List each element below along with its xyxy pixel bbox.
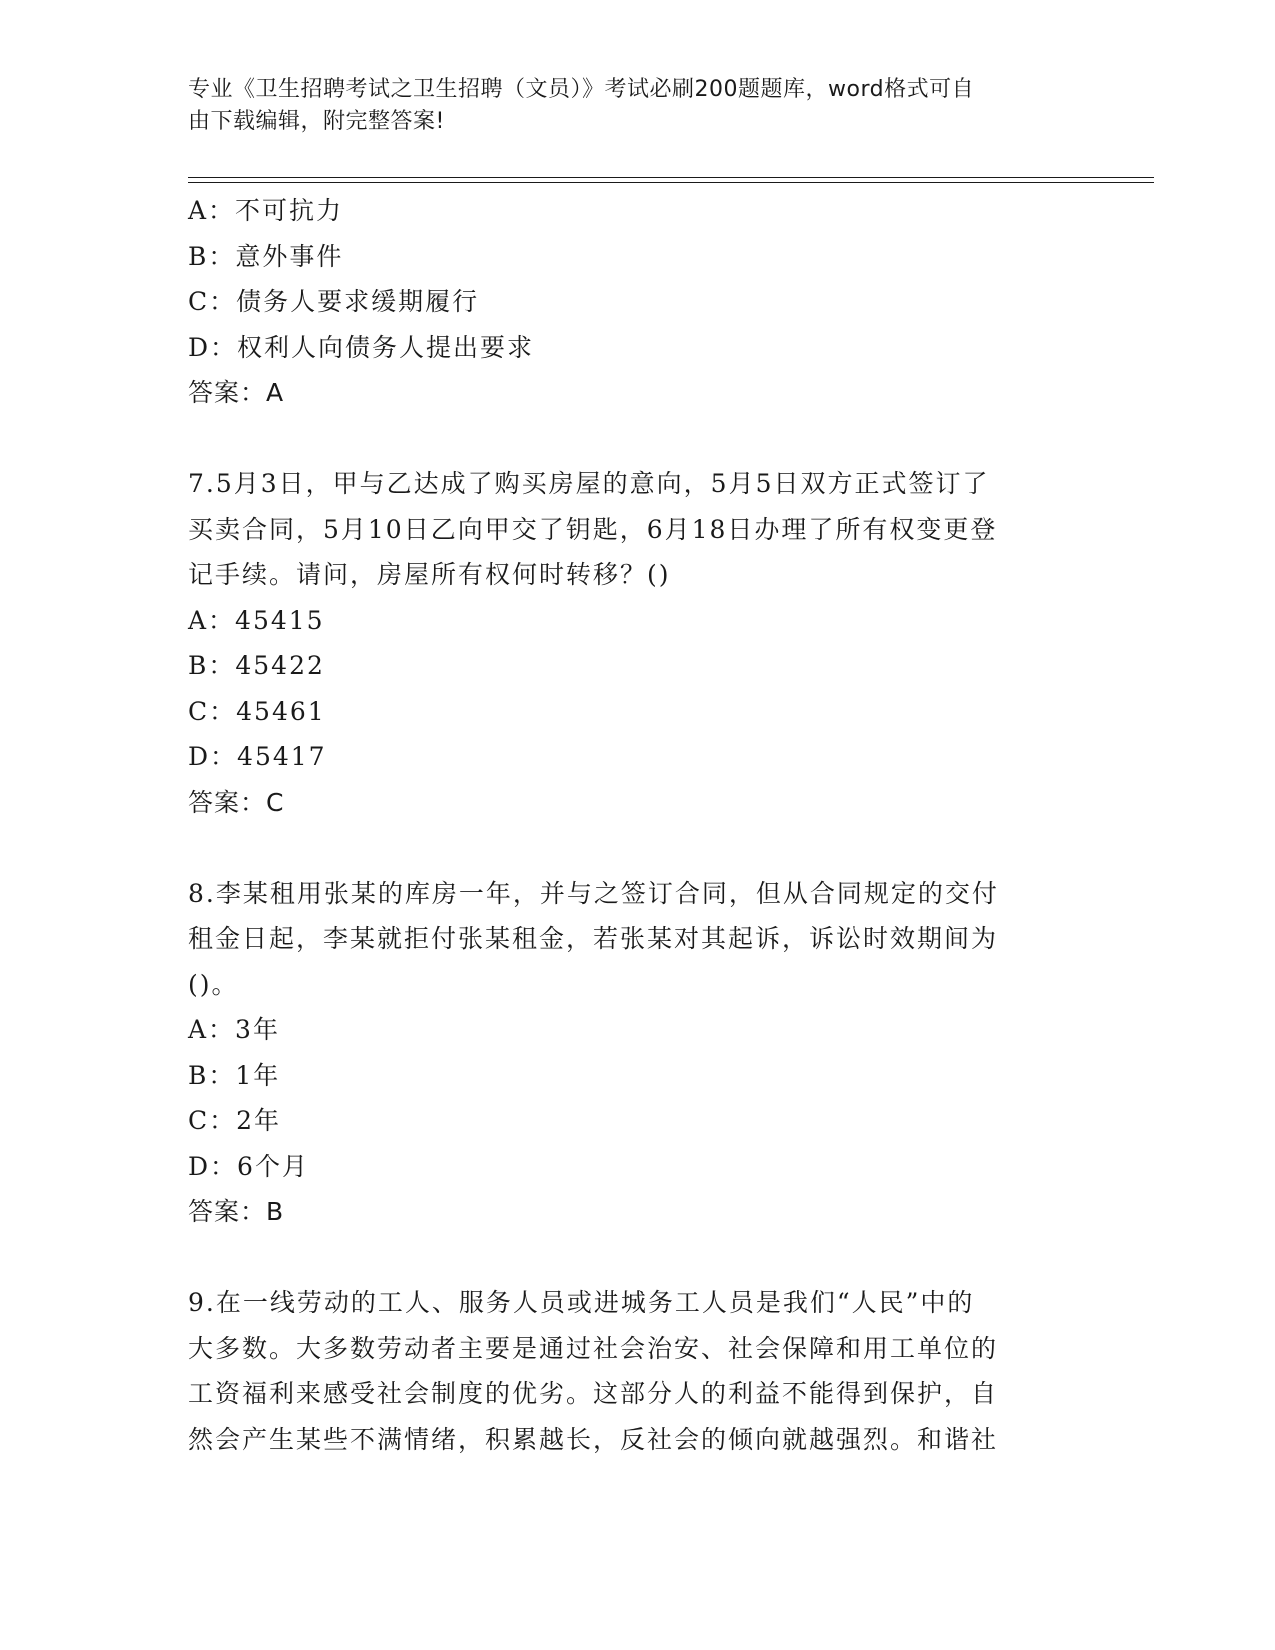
header-divider-bottom [188,182,1154,183]
option-a: A：不可抗力 [188,196,344,225]
option-c: C：45461 [188,696,326,726]
option-a: A：3年 [188,1015,280,1044]
option-a: A：45415 [188,605,325,635]
question-6 [188,188,1088,416]
option-b: B：1年 [188,1060,281,1090]
header-line-1: 专业《卫生招聘考试之卫生招聘（文员）》考试必刷200题题库，word格式可自 [188,77,975,102]
spacer [188,825,1088,871]
question-text-line: 买卖合同，5月10日乙向甲交了钥匙，6月18日办理了所有权变更登 [188,514,998,544]
spacer [188,1235,1088,1281]
option-d: D：权利人向债务人提出要求 [188,332,535,362]
question-text-line: 租金日起，李某就拒付张某租金，若张某对其起诉，诉讼时效期间为 [188,924,999,953]
header-divider-top [188,177,1154,178]
option-c: C：2年 [188,1106,282,1135]
header-line-2: 由下载编辑，附完整答案! [188,109,445,134]
question-list [188,188,1088,1462]
answer: 答案：C [188,787,285,817]
question-text-line: 9.在一线劳动的工人、服务人员或进城务工人员是我们“人民”中的 [188,1288,975,1317]
option-c: C：债务人要求缓期履行 [188,287,480,316]
option-d: D：6个月 [188,1151,309,1181]
question-text-line: 大多数。大多数劳动者主要是通过社会治安、社会保障和用工单位的 [188,1333,999,1363]
spacer [188,416,1088,462]
option-b: B：45422 [188,651,325,680]
question-text-line: 然会产生某些不满情绪，积累越长，反社会的倾向就越强烈。和谐社 [188,1424,999,1454]
question-text-line: 记手续。请问，房屋所有权何时转移？() [188,560,671,589]
option-d: D：45417 [188,742,327,771]
option-b: B：意外事件 [188,241,344,271]
answer: 答案：B [188,1197,285,1226]
question-text-line: 8.李某租用张某的库房一年，并与之签订合同，但从合同规定的交付 [188,878,999,908]
answer: 答案：A [188,378,285,407]
question-text-line: 工资福利来感受社会制度的优劣。这部分人的利益不能得到保护，自 [188,1379,999,1408]
question-8 [188,871,1088,1235]
question-7 [188,461,1088,825]
question-text-line: ()。 [188,969,239,999]
question-9 [188,1280,1088,1462]
document-header [188,74,1068,138]
question-text-line: 7.5月3日，甲与乙达成了购买房屋的意向，5月5日双方正式签订了 [188,469,990,498]
